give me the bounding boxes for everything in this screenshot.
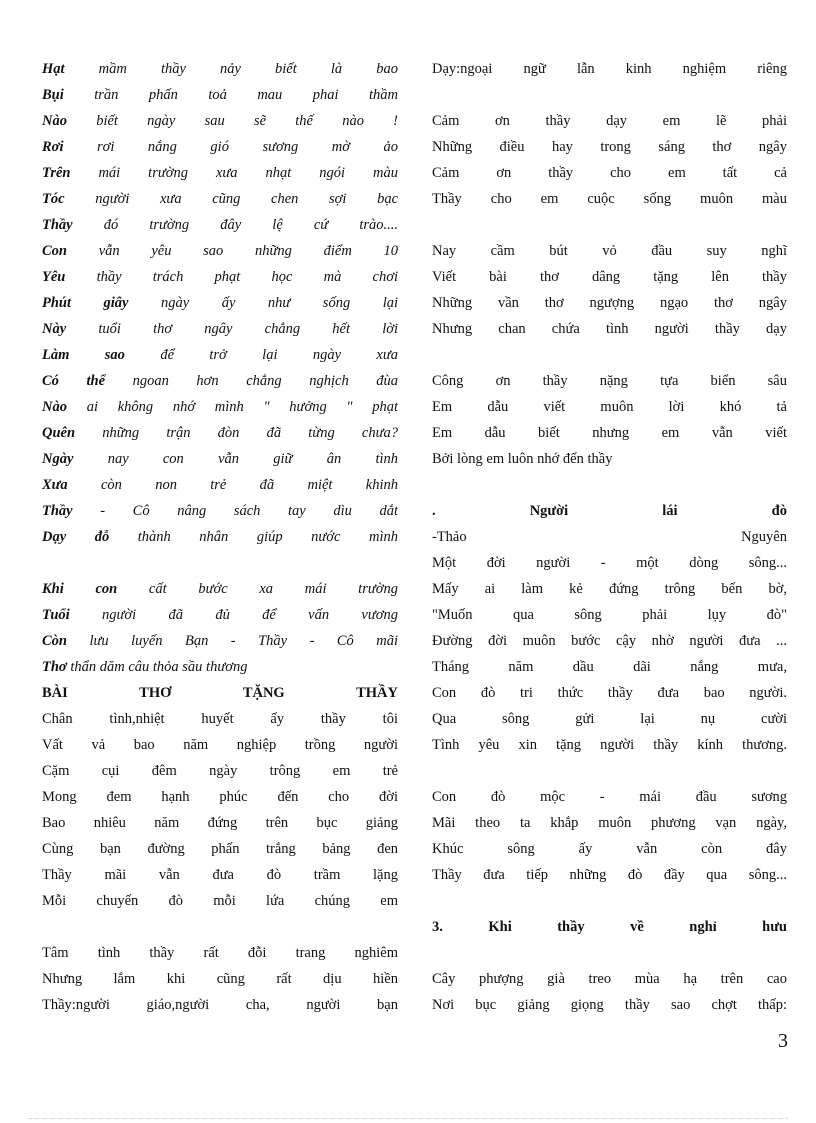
text-line [42, 654, 398, 680]
line-lead: Xưa [42, 477, 68, 493]
left-column [42, 56, 398, 1018]
line-lead: Thầy [42, 217, 73, 233]
text-line [432, 992, 787, 1018]
line-text: Cảm ơn thầy cho em tất cả [432, 165, 787, 181]
line-text: tuổi thơ ngây chẳng hết lời [98, 321, 398, 337]
text-line [42, 238, 398, 264]
line-text: đó trường đây lệ cứ trào.... [103, 217, 398, 233]
text-line [432, 498, 787, 524]
line-text: Tâm tình thầy rất đỗi trang nghiêm [42, 945, 398, 961]
line-text: Tháng năm dầu dãi nắng mưa, [432, 659, 787, 675]
line-text: Mãi theo ta khắp muôn phương vạn ngày, [432, 815, 787, 831]
blank-line [42, 914, 398, 940]
text-line [432, 264, 787, 290]
line-text: ngày ấy như sống lại [161, 295, 398, 311]
line-text: mái trường xưa nhạt ngói màu [98, 165, 398, 181]
line-text: - Cô nâng sách tay dìu dắt [100, 503, 398, 519]
text-line [42, 342, 398, 368]
page-number: 3 [778, 1030, 788, 1052]
text-line [42, 56, 398, 82]
blank-line [42, 550, 398, 576]
text-line [42, 680, 398, 706]
text-line [432, 966, 787, 992]
line-text: những trận đòn đã từng chưa? [102, 425, 398, 441]
text-line [42, 394, 398, 420]
line-lead: Còn [42, 633, 67, 649]
text-line [42, 836, 398, 862]
line-lead: BÀI THƠ TẶNG THẦY [42, 685, 398, 701]
line-lead: Thầy [42, 503, 73, 519]
text-line [42, 732, 398, 758]
blank-line [432, 342, 787, 368]
line-text: Dạy:ngoại ngữ lẫn kinh nghiệm riêng [432, 61, 787, 77]
text-line [432, 108, 787, 134]
line-lead: 3. Khi thầy về nghỉ hưu [432, 919, 787, 935]
text-line [432, 186, 787, 212]
line-lead: Yêu [42, 269, 66, 285]
blank-line [432, 888, 787, 914]
line-lead: Bụi [42, 87, 64, 103]
text-line [432, 706, 787, 732]
line-lead: Làm sao [42, 347, 125, 363]
line-lead: Khi con [42, 581, 118, 597]
blank-line [432, 82, 787, 108]
line-text: Thầy cho em cuộc sống muôn màu [432, 191, 787, 207]
line-text: thành nhân giúp nước mình [137, 529, 398, 545]
blank-line [432, 940, 787, 966]
line-text: người xưa cũng chen sợi bạc [95, 191, 398, 207]
line-text: người đã đủ để vấn vương [102, 607, 398, 623]
line-text: Chân tình,nhiệt huyết ấy thầy tôi [42, 711, 398, 727]
line-text: Thầy:người giáo,người cha, người bạn [42, 997, 398, 1013]
blank-line [432, 472, 787, 498]
text-line [42, 290, 398, 316]
text-line [42, 264, 398, 290]
line-text: -Thảo Nguyên [432, 529, 787, 545]
line-text: vẫn yêu sao những điểm 10 [98, 243, 398, 259]
line-text: Mấy ai làm kẻ đứng trông bến bờ, [432, 581, 787, 597]
line-text: nay con vẫn giữ ân tình [107, 451, 398, 467]
line-text: Qua sông gửi lại nụ cười [432, 711, 787, 727]
text-line [42, 134, 398, 160]
text-line [42, 316, 398, 342]
line-text: Một đời người - một dòng sông... [432, 555, 787, 571]
footer-divider [28, 1118, 788, 1119]
text-line [432, 784, 787, 810]
blank-line [432, 212, 787, 238]
line-text: Con đò tri thức thầy đưa bao người. [432, 685, 787, 701]
line-lead: Tuổi [42, 607, 70, 623]
line-text: Vất vả bao năm nghiệp trồng người [42, 737, 398, 753]
text-line [42, 524, 398, 550]
text-line [432, 290, 787, 316]
line-text: "Muốn qua sông phải lụy đò" [432, 607, 787, 623]
line-text: biết ngày sau sẽ thế nào ! [96, 113, 398, 129]
line-text: thầy trách phạt học mà chơi [96, 269, 398, 285]
line-text: Em dẫu viết muôn lời khó tả [432, 399, 787, 415]
text-line [42, 472, 398, 498]
text-line [432, 836, 787, 862]
line-lead: Quên [42, 425, 76, 441]
blank-line [432, 758, 787, 784]
text-line [42, 212, 398, 238]
line-lead: Trên [42, 165, 71, 181]
text-line [42, 940, 398, 966]
line-text: Viết bài thơ dâng tặng lên thầy [432, 269, 787, 285]
line-text: trần phấn toả mau phai thầm [94, 87, 398, 103]
line-lead: Con [42, 243, 67, 259]
right-column [432, 56, 787, 1018]
line-text: Nhưng lắm khi cũng rất dịu hiền [42, 971, 398, 987]
text-line [42, 576, 398, 602]
line-text: Tình yêu xin tặng người thầy kính thương. [432, 737, 787, 753]
line-text: Thầy đưa tiếp những đò đầy qua sông... [432, 867, 787, 883]
line-lead: Nào [42, 113, 67, 129]
text-line [432, 238, 787, 264]
text-line [42, 82, 398, 108]
text-line [432, 524, 787, 550]
line-text: Mong đem hạnh phúc đến cho đời [42, 789, 398, 805]
line-text: Cảm ơn thầy dạy em lẽ phải [432, 113, 787, 129]
text-line [42, 420, 398, 446]
line-text: Bao nhiêu năm đứng trên bục giảng [42, 815, 398, 831]
text-line [432, 576, 787, 602]
line-text: Mỗi chuyến đò mỗi lứa chúng em [42, 893, 398, 909]
text-line [42, 498, 398, 524]
line-lead: Rơi [42, 139, 64, 155]
text-line [432, 914, 787, 940]
text-line [432, 160, 787, 186]
line-lead: Thơ [42, 659, 67, 675]
line-text: ngoan hơn chẳng nghịch đùa [132, 373, 398, 389]
text-line [42, 108, 398, 134]
line-text: để trở lại ngày xưa [160, 347, 398, 363]
text-line [42, 368, 398, 394]
line-text: Đường đời muôn bước cậy nhờ người đưa ... [432, 633, 787, 649]
text-line [432, 628, 787, 654]
text-line [432, 394, 787, 420]
line-text: Khúc sông ấy vẫn còn đây [432, 841, 787, 857]
text-line [42, 784, 398, 810]
text-line [42, 628, 398, 654]
line-text: Cặm cụi đêm ngày trông em trẻ [42, 763, 398, 779]
text-line [42, 602, 398, 628]
text-line [42, 446, 398, 472]
line-text: Cùng bạn đường phấn trắng bảng đen [42, 841, 398, 857]
text-line [42, 966, 398, 992]
line-text: Thầy mãi vẫn đưa đò trầm lặng [42, 867, 398, 883]
line-text: Cây phượng già treo mùa hạ trên cao [432, 971, 787, 987]
line-text: Công ơn thầy nặng tựa biển sâu [432, 373, 787, 389]
line-text: ai không nhớ mình " hưởng " phạt [86, 399, 398, 415]
text-line [42, 862, 398, 888]
text-line [432, 732, 787, 758]
text-line [432, 810, 787, 836]
text-line [432, 420, 787, 446]
text-line [432, 316, 787, 342]
line-text: lưu luyến Bạn - Thầy - Cô mãi [89, 633, 398, 649]
text-line [42, 160, 398, 186]
text-line [432, 680, 787, 706]
line-text: Nhưng chan chứa tình người thầy dạy [432, 321, 787, 337]
text-line [432, 602, 787, 628]
line-lead: Hạt [42, 61, 65, 77]
text-line [42, 758, 398, 784]
line-lead: Có thể [42, 373, 106, 389]
line-lead: Dạy đỗ [42, 529, 110, 545]
line-text: thẩn dăm câu thỏa sầu thương [70, 659, 248, 675]
line-text: rơi nắng gió sương mờ ảo [97, 139, 398, 155]
line-lead: Này [42, 321, 67, 337]
line-text: còn non trẻ đã miệt khinh [100, 477, 398, 493]
line-text: Nay cầm bút vỏ đầu suy nghĩ [432, 243, 787, 259]
text-line [42, 992, 398, 1018]
text-line [42, 810, 398, 836]
line-text: Con đò mộc - mái đầu sương [432, 789, 787, 805]
text-line [432, 56, 787, 82]
text-line [432, 134, 787, 160]
line-lead: Ngày [42, 451, 74, 467]
line-lead: Phút giây [42, 295, 129, 311]
text-line [432, 654, 787, 680]
line-lead: Tóc [42, 191, 65, 207]
text-line [42, 888, 398, 914]
line-lead: . Người lái đò [432, 503, 787, 519]
line-text: Em dẫu biết nhưng em vẫn viết [432, 425, 787, 441]
text-line [432, 550, 787, 576]
line-text: Bởi lòng em luôn nhớ đến thầy [432, 451, 613, 467]
line-text: Những vần thơ ngượng ngạo thơ ngây [432, 295, 787, 311]
text-line [42, 706, 398, 732]
line-lead: Nào [42, 399, 67, 415]
text-line [42, 186, 398, 212]
text-line [432, 862, 787, 888]
line-text: Nơi bục giảng giọng thầy sao chợt thấp: [432, 997, 787, 1013]
line-text: Những điều hay trong sáng thơ ngây [432, 139, 787, 155]
text-line [432, 368, 787, 394]
line-text: mầm thầy nảy biết là bao [98, 61, 398, 77]
line-text: cất bước xa mái trường [148, 581, 398, 597]
text-line [432, 446, 787, 472]
